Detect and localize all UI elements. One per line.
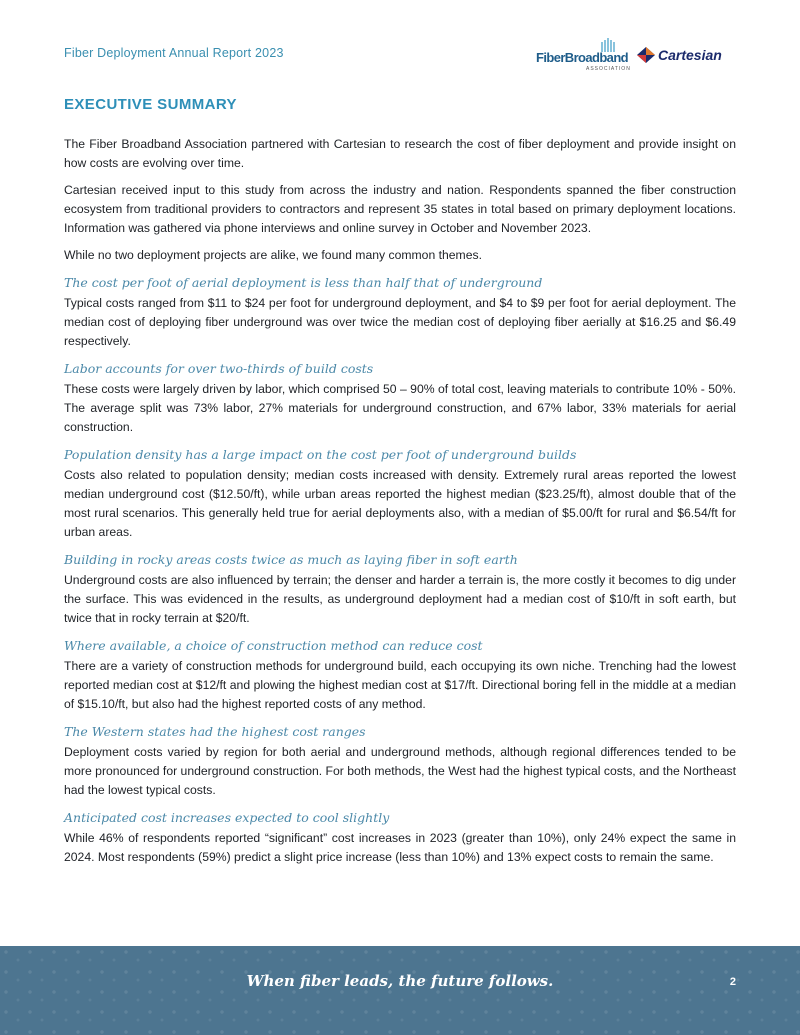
- finding-heading: The cost per foot of aerial deployment is less than half that of underground: [64, 275, 543, 290]
- finding-paragraph: There are a variety of construction methods for underground build, each occupying its own niche. Trenching had the lowest reported median cost at $12/ft and plowing the highest median cost at $17/ft. Directional boring fell in the middle at a median of $15.10/ft, but also had the highest reported costs of any method.: [64, 659, 736, 711]
- finding-heading: Anticipated cost increases expected to cool slightly: [64, 810, 390, 825]
- finding-paragraph: These costs were largely driven by labor, which comprised 50 – 90% of total cost, leaving materials to contribute 10% - 50%. The average split was 73% labor, 27% materials for underground construction, and 67% labor, 33% materials for aerial construction.: [64, 382, 736, 434]
- intro-paragraph: The Fiber Broadband Association partnered with Cartesian to research the cost of fiber deployment and provide insight on how costs are evolving over time.: [64, 137, 736, 170]
- main-content: [64, 96, 736, 875]
- fiber-broadband-association-logo: [536, 38, 631, 74]
- cartesian-mark-icon: [636, 46, 656, 64]
- intro-paragraph: While no two deployment projects are alike, we found many common themes.: [64, 248, 482, 262]
- finding-heading: Building in rocky areas costs twice as much as laying fiber in soft earth: [64, 552, 518, 567]
- page-header: [64, 38, 736, 82]
- logo-group: [536, 38, 736, 78]
- finding-paragraph: Costs also related to population density; median costs increased with density. Extremely rural areas reported the lowest median underground cost ($12.50/ft), while urban areas reported the highest median ($23.25/ft), almost double that of the most rural scenarios. This generally held true for aerial deployments also, with a median of $5.00/ft for rural and $6.54/ft for urban areas.: [64, 468, 736, 539]
- finding-paragraph: Underground costs are also influenced by terrain; the denser and harder a terrain is, the more costly it becomes to dig under the surface. This was evidenced in the results, as underground deployment had a median cost of $10/ft in soft earth, but twice that in rocky terrain at $20/ft.: [64, 573, 736, 625]
- fba-logo-subtext: ASSOCIATION: [586, 66, 631, 72]
- finding-paragraph: Deployment costs varied by region for both aerial and underground methods, although regional differences tended to be more pronounced for underground construction. For both methods, the West had the highest typical costs, and the Northeast had the lowest typical costs.: [64, 745, 736, 797]
- fba-logo-text: FiberBroadband: [536, 50, 628, 65]
- section-title: EXECUTIVE SUMMARY: [64, 96, 237, 113]
- finding-heading: Labor accounts for over two-thirds of build costs: [64, 361, 374, 376]
- finding-heading: Where available, a choice of construction method can reduce cost: [64, 638, 483, 653]
- page-footer: [0, 946, 800, 1035]
- page-number: 2: [729, 976, 736, 988]
- intro-paragraph: Cartesian received input to this study from across the industry and nation. Respondents spanned the fiber construction ecosystem from traditional providers to contractors and represent 35 states in total based on primary deployment locations. Information was gathered via phone interviews and online survey in October and November 2023.: [64, 183, 736, 235]
- report-title: Fiber Deployment Annual Report 2023: [64, 46, 284, 60]
- cartesian-logo: [636, 46, 736, 68]
- finding-heading: Population density has a large impact on the cost per foot of underground builds: [64, 447, 577, 462]
- cartesian-logo-text: Cartesian: [658, 47, 722, 63]
- finding-heading: The Western states had the highest cost ranges: [64, 724, 366, 739]
- footer-tagline: When fiber leads, the future follows.: [246, 972, 554, 990]
- finding-paragraph: While 46% of respondents reported “significant” cost increases in 2023 (greater than 10%), only 24% expect the same in 2024. Most respondents (59%) predict a slight price increase (less than 10%) and 13% expect costs to remain the same.: [64, 831, 736, 864]
- finding-paragraph: Typical costs ranged from $11 to $24 per foot for underground deployment, and $4 to $9 per foot for aerial deployment. The median cost of deploying fiber underground was over twice the median cost of deploying fiber aerially at $16.25 and $6.49 respectively.: [64, 296, 736, 348]
